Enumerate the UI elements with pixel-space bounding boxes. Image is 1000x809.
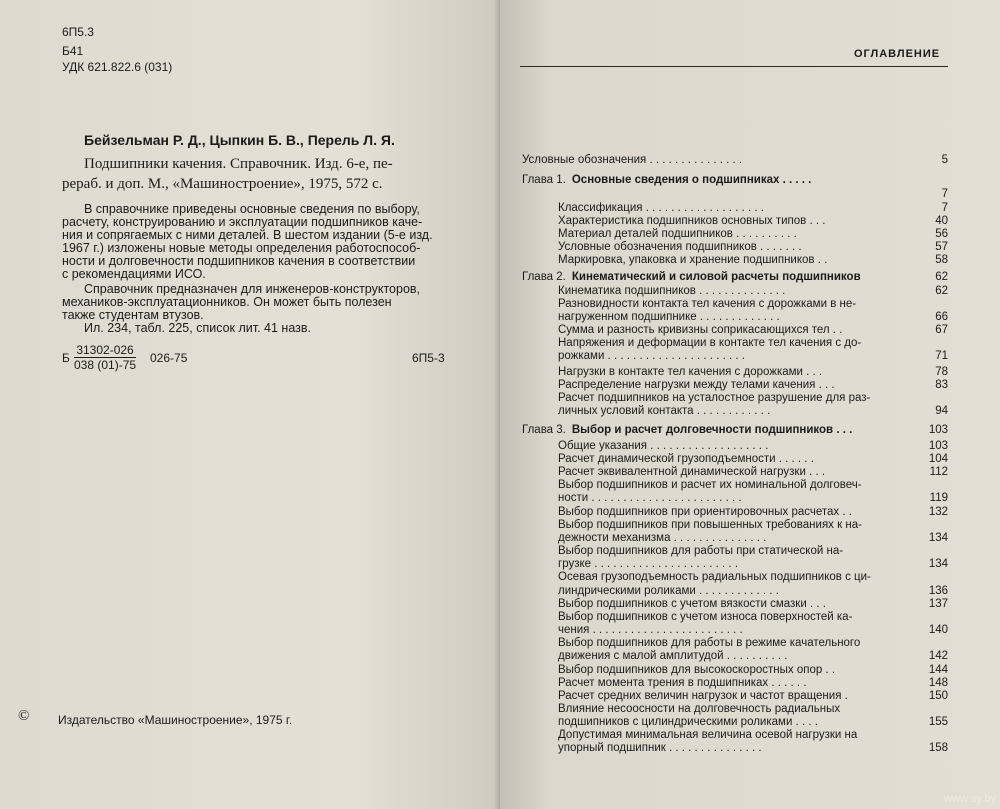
toc-entry-label: Расчет динамической грузоподъемности . . . . . . <box>558 453 814 465</box>
toc-entry-label: Выбор подшипников при ориентировочных расчетах . . <box>558 506 852 518</box>
toc-entry <box>558 558 738 570</box>
toc-page-number: 5 <box>941 154 948 166</box>
toc-entry-label: Характеристика подшипников основных типов . . . <box>558 215 826 227</box>
toc-entry-label: Напряжения и деформации в контакте тел качения с до- <box>558 337 862 349</box>
abstract-line: 1967 г.) изложены новые методы определения работоспособ- <box>62 241 421 255</box>
abstract-line: ности и долговечности подшипников качения в соответствии <box>62 254 416 268</box>
toc-page-number: 104 <box>928 453 948 465</box>
toc-page-number: 158 <box>928 742 948 754</box>
catalog-suffix: 026-75 <box>150 351 188 365</box>
toc-chapter <box>522 424 852 436</box>
watermark: www.ay.by <box>944 793 996 805</box>
toc-entry <box>558 379 835 391</box>
toc-entry-label: чения . . . . . . . . . . . . . . . . . . . . . . . . <box>558 624 743 636</box>
toc-entry-label: грузке . . . . . . . . . . . . . . . . . . . . . . . <box>558 558 739 570</box>
toc-entry-label: Выбор подшипников с учетом вязкости смазки . . . <box>558 598 826 610</box>
toc-entry-label: Расчет эквивалентной динамической нагрузки . . . <box>558 466 826 478</box>
toc-entry-label: Расчет средних величин нагрузок и частот вращения . <box>558 690 848 702</box>
toc-entry-label: Выбор подшипников для работы в режиме качательного <box>558 637 861 649</box>
toc-page-number: 40 <box>935 215 948 227</box>
toc-entry-label: рожками . . . . . . . . . . . . . . . . . . . . . . <box>558 350 745 362</box>
toc-entry <box>558 285 785 297</box>
toc-entry-label: Выбор подшипников с учетом износа поверхностей ка- <box>558 611 853 623</box>
toc-entry <box>558 624 743 636</box>
toc-page-number: 78 <box>935 366 948 378</box>
toc-entry-label: Условные обозначения подшипников . . . . . . . <box>558 241 802 253</box>
toc-entry <box>558 324 842 336</box>
illustration-count: Ил. 234, табл. 225, список лит. 41 назв. <box>84 321 311 335</box>
toc-entry <box>522 154 742 166</box>
toc-entry-label: линдрическими роликами . . . . . . . . . . . . . <box>558 585 779 597</box>
toc-page-number: 62 <box>935 271 948 283</box>
toc-header: ОГЛАВЛЕНИЕ <box>854 48 941 60</box>
toc-entry <box>558 742 762 754</box>
toc-entry <box>558 492 742 504</box>
toc-chapter-title: Основные сведения о подшипниках . . . . . <box>571 174 812 186</box>
authors: Бейзельман Р. Д., Цыпкин Б. В., Перель Л. Я. <box>84 132 395 148</box>
toc-entry-label: движения с малой амплитудой . . . . . . . . . . <box>558 650 788 662</box>
toc-entry-label: Разновидности контакта тел качения с дорожками в не- <box>558 298 857 310</box>
toc-entry <box>558 366 822 378</box>
book-title-line-1: Подшипники качения. Справочник. Изд. 6-е, пе- <box>84 156 393 172</box>
toc-page-number: 144 <box>928 664 948 676</box>
toc-entry-label: Расчет подшипников на усталостное разрушение для раз- <box>558 392 871 404</box>
toc-page-number: 66 <box>935 311 948 323</box>
toc-entry <box>558 506 852 518</box>
toc-page-number: 132 <box>928 506 948 518</box>
udc-code: УДК 621.822.6 (031) <box>62 60 173 74</box>
toc-page-number: 7 <box>941 202 948 214</box>
catalog-fraction <box>74 343 136 372</box>
toc-page-number: 155 <box>928 716 948 728</box>
toc-entry <box>558 202 764 214</box>
toc-entry-label: Нагрузки в контакте тел качения с дорожками . . . <box>558 366 823 378</box>
toc-entry-label: Кинематика подшипников . . . . . . . . . . . . . . <box>558 285 786 297</box>
copyright-symbol: © <box>18 708 30 724</box>
toc-entry-label: ности . . . . . . . . . . . . . . . . . . . . . . . . <box>558 492 742 504</box>
toc-page-number: 148 <box>928 677 948 689</box>
toc-chapter <box>522 174 811 186</box>
toc-page-number: 134 <box>928 558 948 570</box>
toc-entry <box>558 611 852 623</box>
toc-entry <box>558 532 766 544</box>
toc-entry-label: Общие указания . . . . . . . . . . . . . . . . . . . <box>558 440 769 452</box>
toc-entry <box>558 637 860 649</box>
toc-page-number: 137 <box>928 598 948 610</box>
toc-entry <box>558 677 807 689</box>
book-title-line-2: рераб. и доп. М., «Машиностроение», 1975, 572 с. <box>62 176 383 192</box>
toc-entry <box>558 466 825 478</box>
toc-entry-label: Сумма и разность кривизны соприкасающихся тел . . <box>558 324 843 336</box>
toc-entry-label: Выбор подшипников для работы при статической на- <box>558 545 844 557</box>
toc-entry-label: Влияние несоосности на долговечность радиальных <box>558 703 841 715</box>
toc-page-number: 103 <box>928 440 948 452</box>
toc-page-number: 62 <box>935 285 948 297</box>
catalog-numerator: 31302-026 <box>74 343 136 358</box>
toc-entry <box>558 241 802 253</box>
toc-entry <box>558 228 797 240</box>
toc-chapter-title: Выбор и расчет долговечности подшипников . . . <box>571 424 853 436</box>
toc-chapter-title: Кинематический и силовой расчеты подшипников <box>571 271 861 283</box>
toc-entry <box>558 392 870 404</box>
toc-entry-label: Осевая грузоподъемность радиальных подшипников с ци- <box>558 571 871 583</box>
toc-chapter <box>522 271 861 283</box>
toc-entry-label: Маркировка, упаковка и хранение подшипников . . <box>558 254 828 266</box>
toc-entry-label: Выбор подшипников для высокоскоростных опор . . <box>558 664 836 676</box>
toc-entry <box>558 337 861 349</box>
toc-page-number: 150 <box>928 690 948 702</box>
toc-entry <box>558 479 862 491</box>
abstract-line: расчету, конструированию и эксплуатации подшипников каче- <box>62 215 423 229</box>
toc-entry <box>558 703 840 715</box>
abstract-line: также студентам втузов. <box>62 308 204 322</box>
toc-entry-label: нагруженном подшипнике . . . . . . . . . . . . . <box>558 311 780 323</box>
toc-entry <box>558 254 827 266</box>
toc-entry-label: Условные обозначения . . . . . . . . . . . . . . . <box>522 154 743 166</box>
toc-entry <box>558 350 745 362</box>
catalog-denominator: 038 (01)-75 <box>74 358 137 372</box>
toc-entry <box>558 690 848 702</box>
toc-page-number: 142 <box>928 650 948 662</box>
toc-entry-label: Глава 2. <box>522 271 566 283</box>
library-code-2: Б41 <box>62 44 84 58</box>
toc-entry <box>558 585 779 597</box>
toc-entry-label: упорный подшипник . . . . . . . . . . . . . . . <box>558 742 762 754</box>
toc-entry-label: личных условий контакта . . . . . . . . . . . . <box>558 405 771 417</box>
toc-entry <box>558 453 814 465</box>
toc-entry-label: Глава 3. <box>522 424 566 436</box>
toc-entry <box>558 598 826 610</box>
toc-entry-label: дежности механизма . . . . . . . . . . . . . . . <box>558 532 767 544</box>
toc-entry <box>558 519 862 531</box>
toc-entry-label: Распределение нагрузки между телами качения . . . <box>558 379 835 391</box>
toc-page-number: 67 <box>935 324 948 336</box>
abstract-line: Справочник предназначен для инженеров-конструкторов, <box>84 282 421 296</box>
catalog-letter: Б <box>62 351 70 365</box>
toc-page-number: 71 <box>935 350 948 362</box>
toc-page-number: 140 <box>928 624 948 636</box>
abstract-line: ния и сопрягаемых с ними деталей. В шестом издании (5-е изд. <box>62 228 433 242</box>
toc-entry <box>558 311 780 323</box>
toc-entry <box>558 545 843 557</box>
toc-page-number: 134 <box>928 532 948 544</box>
toc-page-number: 58 <box>935 254 948 266</box>
toc-page-number: 56 <box>935 228 948 240</box>
toc-entry-label: подшипников с цилиндрическими роликами . . . . <box>558 716 818 728</box>
toc-entry-label: Материал деталей подшипников . . . . . . . . . . <box>558 228 797 240</box>
toc-entry <box>558 440 768 452</box>
toc-page-number: 83 <box>935 379 948 391</box>
toc-page-number: 7 <box>941 188 948 200</box>
toc-entry <box>558 571 871 583</box>
toc-page-number: 136 <box>928 585 948 597</box>
toc-entry-label: Расчет момента трения в подшипниках . . . . . . <box>558 677 807 689</box>
toc-entry-label: Допустимая минимальная величина осевой нагрузки на <box>558 729 858 741</box>
toc-entry <box>558 650 788 662</box>
toc-entry <box>558 729 857 741</box>
toc-page-number: 57 <box>935 241 948 253</box>
toc-page-number: 94 <box>935 405 948 417</box>
abstract-line: В справочнике приведены основные сведения по выбору, <box>84 202 420 216</box>
toc-entry <box>558 664 835 676</box>
toc-page-number: 112 <box>929 466 948 478</box>
toc-entry-label: Выбор подшипников при повышенных требованиях к на- <box>558 519 862 531</box>
toc-entry-label: Классификация . . . . . . . . . . . . . . . . . . . <box>558 202 764 214</box>
toc-entry <box>558 298 856 310</box>
toc-entry-label: Глава 1. <box>522 174 566 186</box>
toc-page-number: 119 <box>929 492 948 504</box>
toc-page-number: 103 <box>928 424 948 436</box>
toc-entry <box>558 215 825 227</box>
library-code-1: 6П5.3 <box>62 25 94 39</box>
toc-entry <box>558 405 770 417</box>
toc-entry <box>558 716 818 728</box>
header-rule <box>520 66 948 67</box>
catalog-code: 6П5-3 <box>412 351 445 365</box>
copyright-line: Издательство «Машиностроение», 1975 г. <box>58 713 293 727</box>
toc-entry-label: Выбор подшипников и расчет их номинальной долговеч- <box>558 479 862 491</box>
abstract-line: с рекомендациями ИСО. <box>62 267 206 281</box>
abstract-line: механиков-эксплуатационников. Он может быть полезен <box>62 295 392 309</box>
